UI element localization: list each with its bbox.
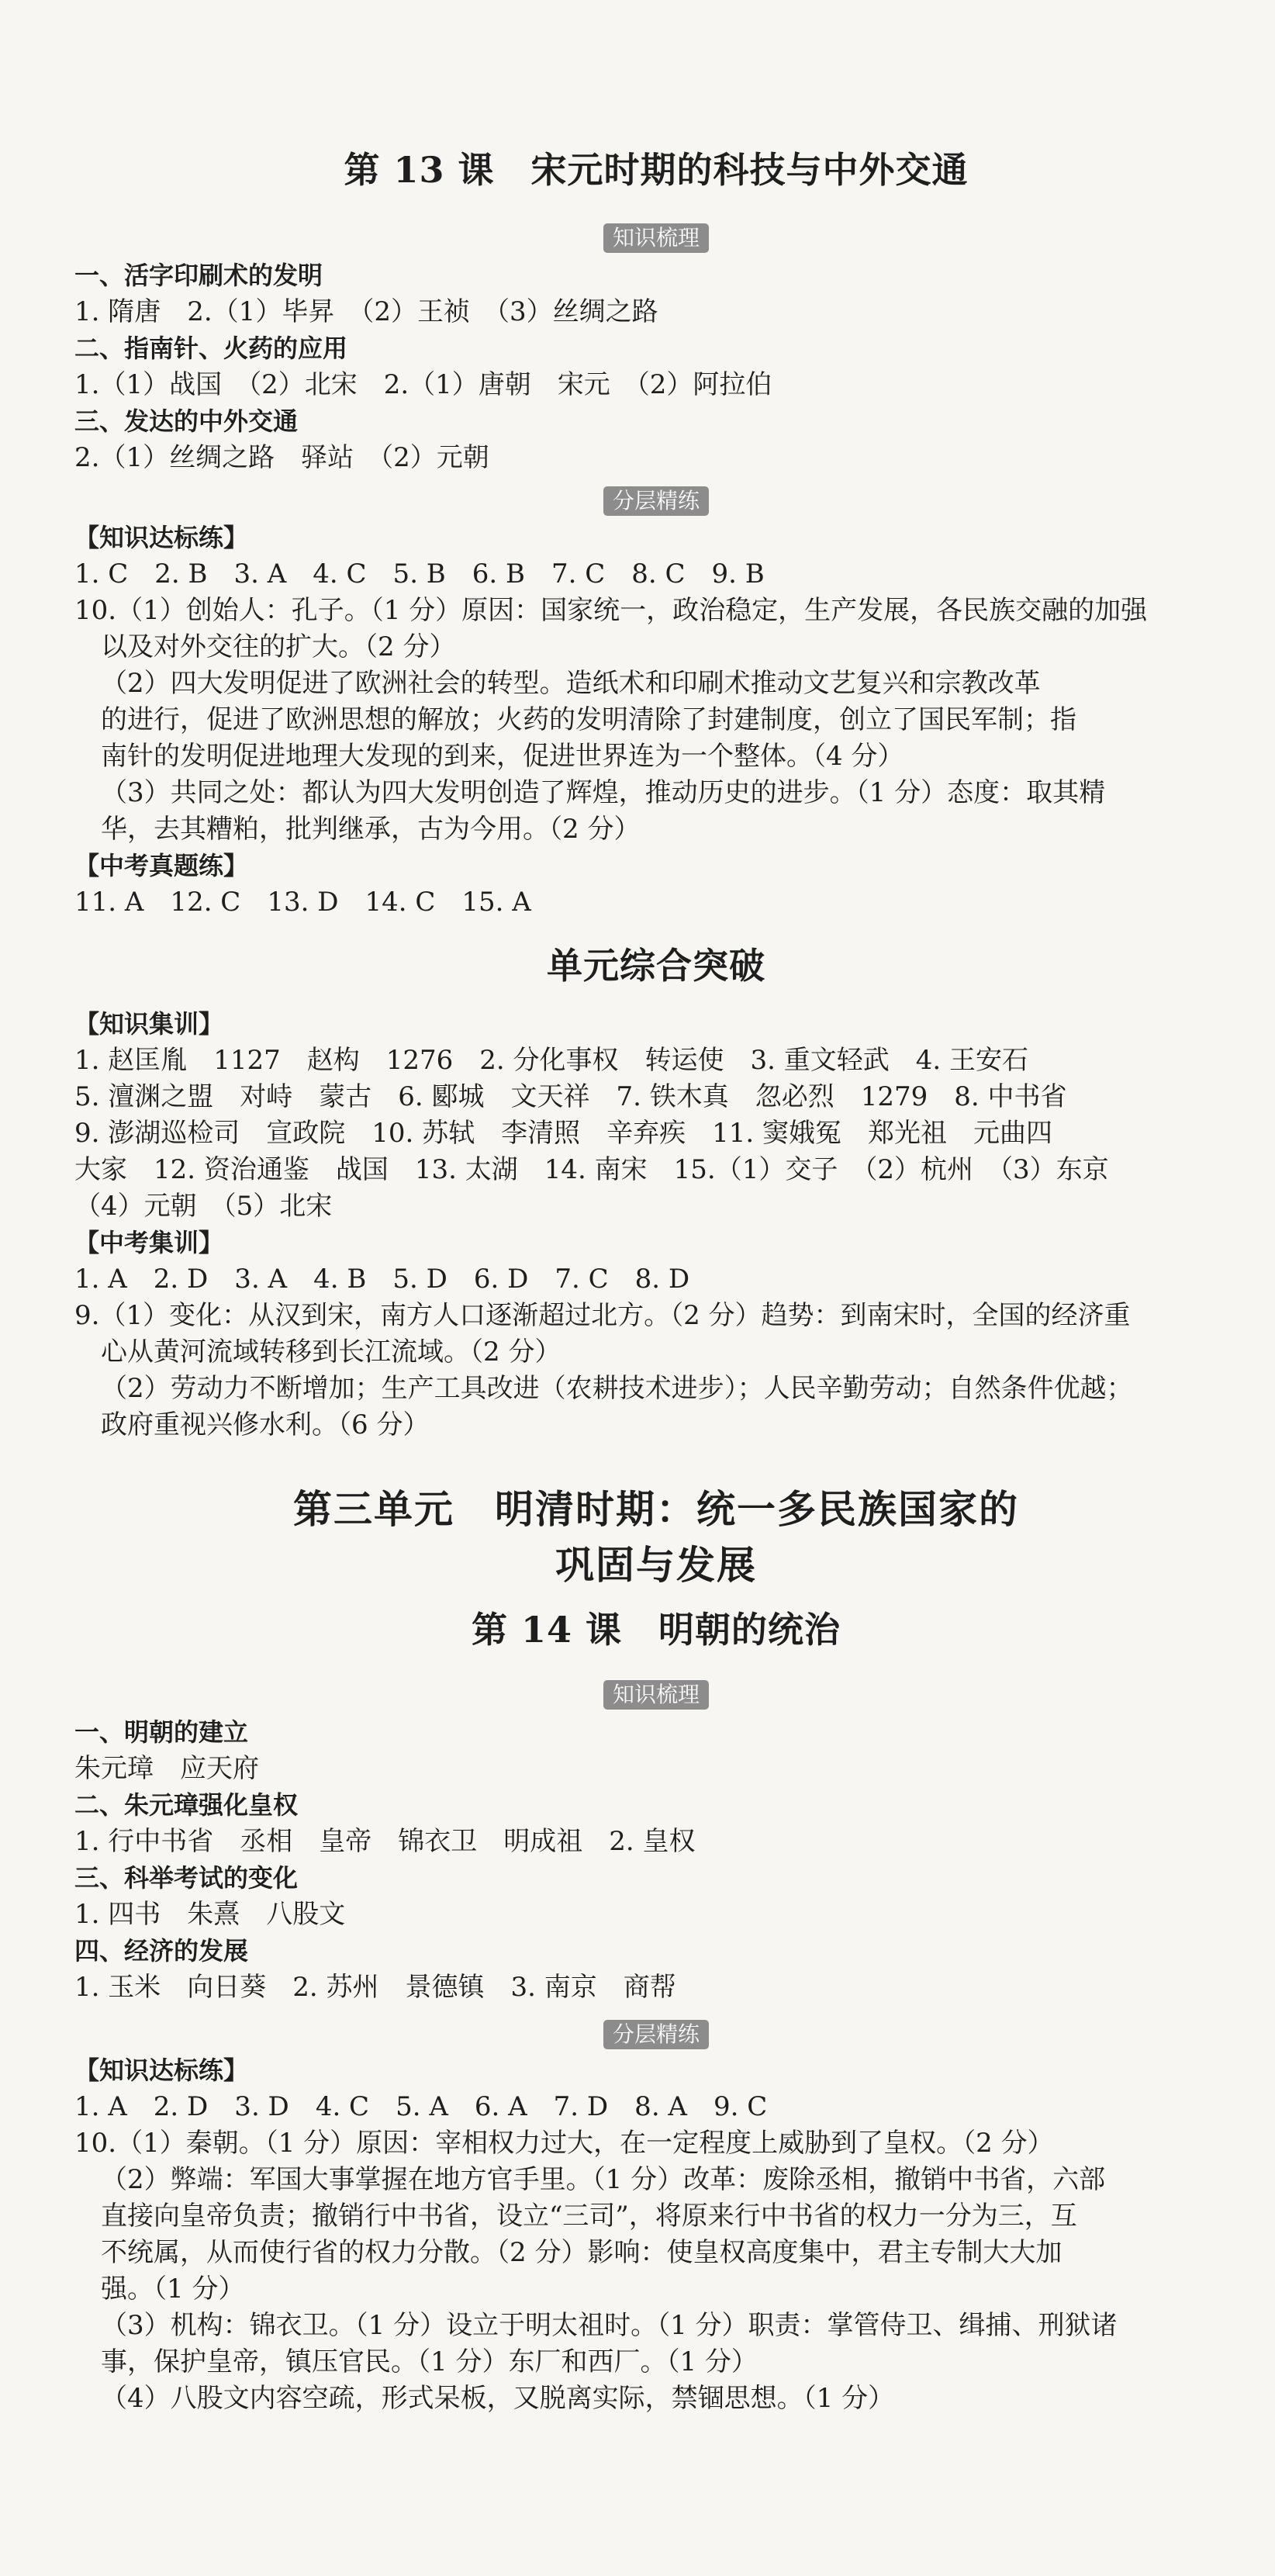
section-heading: 【知识集训】 — [74, 1009, 224, 1039]
answer-line: 事，保护皇帝，镇压官民。（1 分）东厂和西厂。（1 分） — [101, 2346, 758, 2377]
unit-review-title: 单元综合突破 — [547, 945, 765, 987]
answer-line: （2）弊端：军国大事掌握在地方官手里。（1 分）改革：废除丞相，撤销中书省，六部 — [101, 2164, 1106, 2195]
tag-knowledge-review — [74, 1675, 1238, 1712]
tag-label: 知识梳理 — [603, 223, 709, 253]
section-heading: 三、发达的中外交通 — [74, 406, 299, 436]
answer-line: 心从黄河流域转移到长江流域。（2 分） — [101, 1336, 561, 1368]
unit-3-title-line-1: 第三单元 明清时期：统一多民族国家的 — [293, 1486, 1019, 1532]
tag-layered-practice — [74, 482, 1238, 518]
answer-line: 1. 隋唐 2.（1）毕昇 （2）王祯 （3）丝绸之路 — [74, 296, 658, 327]
answer-line: 1. A 2. D 3. A 4. B 5. D 6. D 7. C 8. D — [74, 1264, 690, 1295]
answer-line: （4）元朝 （5）北宋 — [74, 1191, 333, 1222]
tag-label: 分层精练 — [603, 2020, 709, 2049]
answer-line: 1.（1）战国 （2）北宋 2.（1）唐朝 宋元 （2）阿拉伯 — [74, 369, 772, 400]
answer-line: 华，去其糟粕，批判继承，古为今用。（2 分） — [101, 814, 641, 845]
unit-3-title — [74, 1482, 1238, 1593]
answer-line: 的进行，促进了欧洲思想的解放；火药的发明清除了封建制度，创立了国民军制；指 — [101, 704, 1076, 735]
lesson-13-knowledge — [74, 258, 1098, 476]
answer-line: 1. 行中书省 丞相 皇帝 锦衣卫 明成祖 2. 皇权 — [74, 1826, 696, 1857]
lesson-14-knowledge — [74, 1714, 1098, 2006]
answer-line: 9.（1）变化：从汉到宋，南方人口逐渐超过北方。（2 分）趋势：到南宋时，全国的经济重 — [74, 1300, 1131, 1331]
answer-line: 直接向皇帝负责；撤销行中书省，设立“三司”，将原来行中书省的权力一分为三，互 — [101, 2201, 1077, 2232]
section-heading: 【知识达标练】 — [74, 523, 249, 552]
answer-line: 1. A 2. D 3. D 4. C 5. A 6. A 7. D 8. A 9. C — [74, 2091, 768, 2122]
answer-line: 1. 玉米 向日葵 2. 苏州 景德镇 3. 南京 商帮 — [74, 1972, 676, 2003]
answer-line: 5. 澶渊之盟 对峙 蒙古 6. 郾城 文天祥 7. 铁木真 忽必烈 1279 8. 中书省 — [74, 1081, 1067, 1112]
section-heading: 【中考集训】 — [74, 1228, 224, 1257]
section-heading: 二、指南针、火药的应用 — [74, 334, 348, 363]
answer-line: 1. 四书 朱熹 八股文 — [74, 1899, 346, 1930]
lesson-13-practice — [74, 520, 1148, 921]
answer-line: 1. 赵匡胤 1127 赵构 1276 2. 分化事权 转运使 3. 重文轻武 4. 王安石 — [74, 1045, 1029, 1076]
lesson-13-title: 第 13 课 宋元时期的科技与中外交通 — [344, 149, 969, 191]
answer-line: 1. C 2. B 3. A 4. C 5. B 6. B 7. C 8. C 9. B — [74, 558, 765, 590]
answer-line: 强。（1 分） — [101, 2273, 245, 2305]
answer-line: 2.（1）丝绸之路 驿站 （2）元朝 — [74, 442, 489, 473]
answer-line: （3）共同之处：都认为四大发明创造了辉煌，推动历史的进步。（1 分）态度：取其精 — [101, 777, 1106, 808]
tag-label: 知识梳理 — [603, 1680, 709, 1710]
answer-line: 9. 澎湖巡检司 宣政院 10. 苏轼 李清照 辛弃疾 11. 窦娥冤 郑光祖 元曲四 — [74, 1118, 1053, 1149]
section-heading: 二、朱元璋强化皇权 — [74, 1790, 299, 1820]
unit-review-body — [74, 1006, 1133, 1444]
answer-line: 11. A 12. C 13. D 14. C 15. A — [74, 887, 531, 918]
section-heading: 三、科举考试的变化 — [74, 1863, 299, 1893]
section-heading: 【知识达标练】 — [74, 2056, 249, 2085]
answer-line: 以及对外交往的扩大。（2 分） — [101, 631, 456, 662]
tag-layered-practice — [74, 2015, 1238, 2052]
answer-line: （4）八股文内容空疏，形式呆板，又脱离实际，禁锢思想。（1 分） — [101, 2383, 895, 2414]
section-heading: 四、经济的发展 — [74, 1936, 249, 1966]
answer-line: 南针的发明促进地理大发现的到来，促进世界连为一个整体。（4 分） — [101, 741, 904, 772]
tag-knowledge-review — [74, 219, 1238, 255]
unit-3-title-line-2: 巩固与发展 — [555, 1542, 757, 1588]
section-heading: 一、明朝的建立 — [74, 1717, 249, 1747]
answer-line: 10.（1）创始人：孔子。（1 分）原因：国家统一，政治稳定，生产发展，各民族交融的加强 — [74, 595, 1148, 626]
section-heading: 【中考真题练】 — [74, 851, 249, 880]
lesson-14-practice — [74, 2052, 1118, 2417]
tag-label: 分层精练 — [603, 486, 709, 516]
answer-line: 政府重视兴修水利。（6 分） — [101, 1409, 430, 1440]
answer-line: 朱元璋 应天府 — [74, 1753, 259, 1784]
answer-line: （3）机构：锦衣卫。（1 分）设立于明太祖时。（1 分）职责：掌管侍卫、缉捕、刑狱诸 — [101, 2310, 1118, 2341]
section-heading: 一、活字印刷术的发明 — [74, 261, 323, 290]
answer-line: （2）劳动力不断增加；生产工具改进（农耕技术进步）；人民辛勤劳动；自然条件优越； — [101, 1373, 1133, 1404]
answer-line: 大家 12. 资治通鉴 战国 13. 太湖 14. 南宋 15.（1）交子 （2）杭州 （3）东京 — [74, 1154, 1109, 1185]
answer-line: 10.（1）秦朝。（1 分）原因：宰相权力过大，在一定程度上威胁到了皇权。（2 分） — [74, 2128, 1054, 2159]
answer-line: （2）四大发明促进了欧洲社会的转型。造纸术和印刷术推动文艺复兴和宗教改革 — [101, 668, 1041, 699]
answer-line: 不统属，从而使行省的权力分散。（2 分）影响：使皇权高度集中，君主专制大大加 — [101, 2237, 1062, 2268]
lesson-14-title: 第 14 课 明朝的统治 — [471, 1609, 841, 1651]
